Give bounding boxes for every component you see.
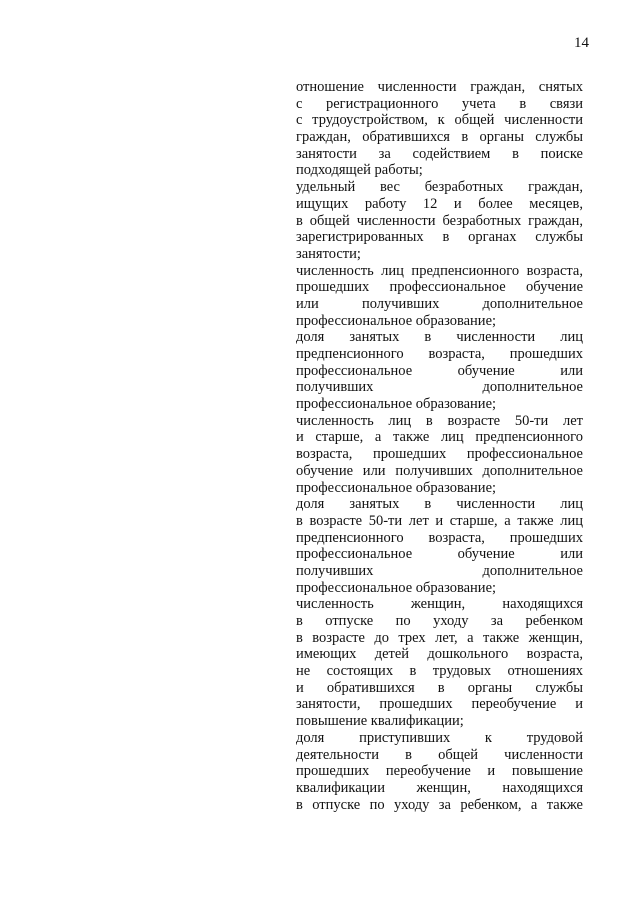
text-line: профессиональное обучение или <box>296 546 583 563</box>
body-text <box>296 79 583 813</box>
text-line: доля приступивших к трудовой <box>296 729 583 746</box>
text-line: возраста, прошедших профессиональное <box>296 446 583 463</box>
text-line: с трудоустройством, к общей численности <box>296 112 583 129</box>
text-line: и старше, а также лиц предпенсионного <box>296 429 583 446</box>
text-line: профессиональное образование; <box>296 312 497 329</box>
text-line: деятельности в общей численности <box>296 746 583 763</box>
page-number: 14 <box>574 35 589 51</box>
text-line: в общей численности безработных граждан, <box>296 212 583 229</box>
text-line: граждан, обратившихся в органы службы <box>296 129 583 146</box>
text-line: имеющих детей дошкольного возраста, <box>296 646 583 663</box>
text-line: численность лиц предпенсионного возраста, <box>296 262 583 279</box>
text-line: профессиональное образование; <box>296 579 497 596</box>
text-line: получивших дополнительное <box>296 562 583 579</box>
text-line: повышение квалификации; <box>296 713 464 730</box>
text-line: предпенсионного возраста, прошедших <box>296 346 583 362</box>
text-line: в отпуске по уходу за ребенком, а также <box>296 796 583 813</box>
text-line: численность лиц в возрасте 50-ти лет <box>296 412 583 429</box>
text-line: занятости; <box>296 245 361 262</box>
text-line: в возрасте до трех лет, а также женщин, <box>296 629 583 646</box>
text-line: в возрасте 50-ти лет и старше, а также лиц <box>296 512 583 529</box>
text-line: прошедших переобучение и повышение <box>296 763 583 780</box>
text-line: занятости за содействием в поиске <box>296 145 583 162</box>
text-line: или получивших дополнительное <box>296 295 583 312</box>
text-line: доля занятых в численности лиц <box>296 329 583 346</box>
text-line: подходящей работы; <box>296 162 423 179</box>
text-line: получивших дополнительное <box>296 379 583 396</box>
text-line: зарегистрированных в органах службы <box>296 229 583 246</box>
text-line: не состоящих в трудовых отношениях <box>296 663 583 680</box>
text-line: профессиональное образование; <box>296 479 497 496</box>
text-line: квалификации женщин, находящихся <box>296 779 583 796</box>
text-line: доля занятых в численности лиц <box>296 496 583 513</box>
text-line: профессиональное обучение или <box>296 362 583 379</box>
text-line: предпенсионного возраста, прошедших <box>296 529 583 546</box>
text-line: удельный вес безработных граждан, <box>296 179 583 196</box>
text-line: занятости, прошедших переобучение и <box>296 696 583 713</box>
text-line: и обратившихся в органы службы <box>296 679 583 696</box>
text-line: профессиональное образование; <box>296 396 497 413</box>
text-line: прошедших профессиональное обучение <box>296 279 583 296</box>
text-line: отношение численности граждан, снятых <box>296 79 583 95</box>
text-line: в отпуске по уходу за ребенком <box>296 613 583 629</box>
text-line: численность женщин, находящихся <box>296 596 583 613</box>
text-line: ищущих работу 12 и более месяцев, <box>296 195 583 212</box>
text-line: с регистрационного учета в связи <box>296 95 583 112</box>
text-line: обучение или получивших дополнительное <box>296 462 583 479</box>
